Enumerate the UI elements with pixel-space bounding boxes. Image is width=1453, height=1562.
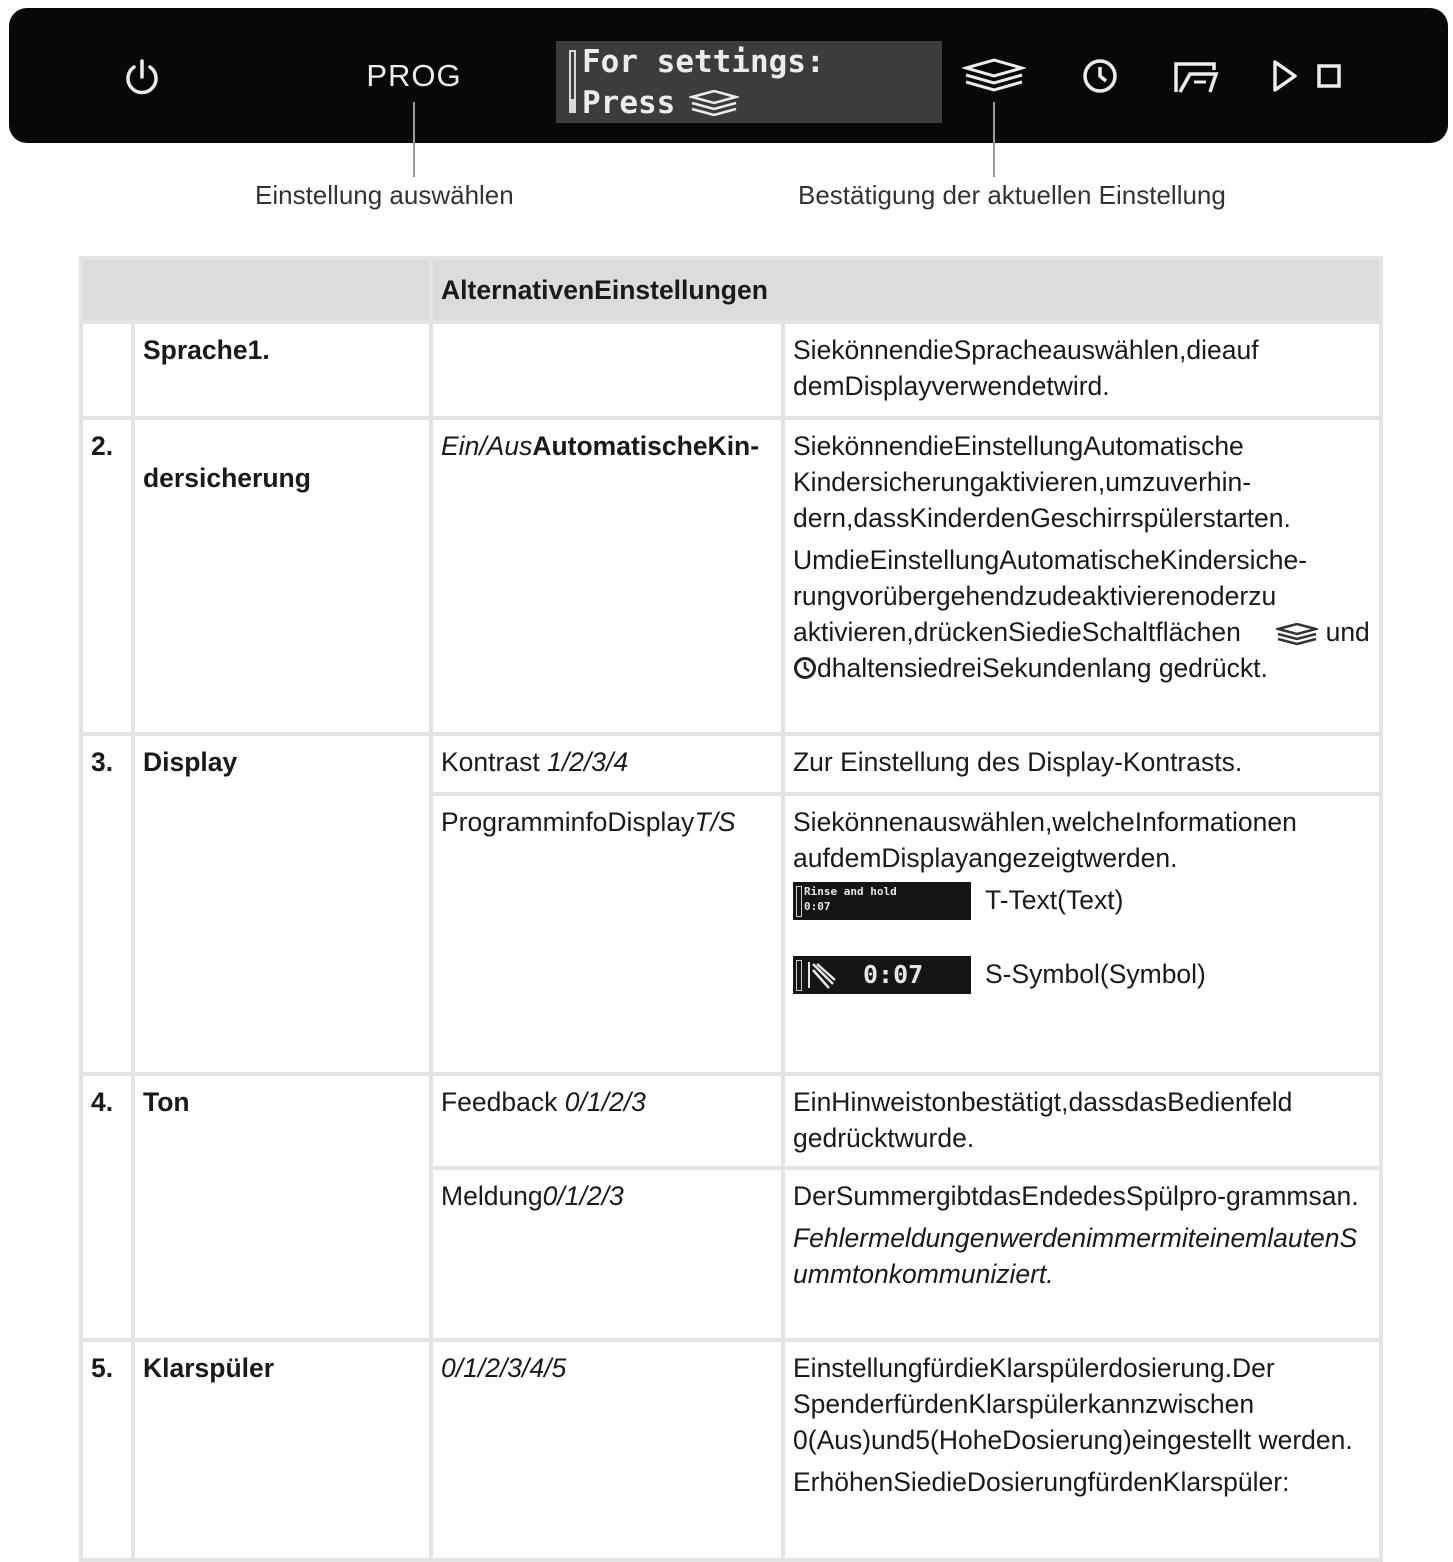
options-italic: T/S <box>694 807 736 837</box>
table-row <box>81 734 1381 794</box>
stop-icon <box>1314 61 1344 91</box>
setting-name: Ton <box>133 1074 431 1340</box>
description-paragraph <box>793 542 1371 686</box>
rinse-icon <box>805 960 839 990</box>
description-paragraph: ErhöhenSiedieDosierungfürdenKlarspüler: <box>793 1467 1290 1497</box>
caption-select-setting: Einstellung auswählen <box>255 180 514 210</box>
table-row <box>81 322 1381 418</box>
options-text: Kontrast <box>441 747 540 777</box>
setting-options <box>431 1168 783 1340</box>
table-row <box>81 1340 1381 1560</box>
setting-options <box>431 418 783 734</box>
setting-options <box>431 734 783 794</box>
leader-line-left <box>413 102 415 177</box>
setting-description: Zur Einstellung des Display-Kontrasts. <box>783 734 1381 794</box>
clock-icon[interactable] <box>1077 53 1123 99</box>
preview-line-1: Rinse and hold <box>804 885 897 898</box>
display-option-text <box>793 882 1371 920</box>
display-level-bar <box>569 50 576 113</box>
table-row <box>81 1074 1381 1168</box>
description-text: UmdieEinstellungAutomatischeKindersiche-rungvorübergehendzudeaktivierenoderzu aktivieren,drückenSiedieSchaltflächen <box>793 545 1308 647</box>
setting-description: SiekönnendieSpracheauswählen,dieauf demDisplayverwendetwird. <box>783 322 1381 418</box>
settings-stack-icon[interactable] <box>959 50 1029 102</box>
description-paragraph: FehlermeldungenwerdenimmermiteinemlautenSummtonkommuniziert. <box>793 1223 1358 1289</box>
preview-time: 0:07 <box>863 960 924 989</box>
display-line-2-text: Press <box>582 85 676 121</box>
symbol-mode-label: S-Symbol(Symbol) <box>985 959 1206 989</box>
control-panel <box>9 8 1448 143</box>
row-number <box>81 322 133 418</box>
description-paragraph: EinstellungfürdieKlarspülerdosierung.Der SpenderfürdenKlarspülerkannzwischen 0(Aus)und5(HoheDosierung)eingestellt werden. <box>793 1353 1353 1455</box>
setting-name: Display <box>133 734 431 1074</box>
options-bold: AutomatischeKin- <box>532 431 760 461</box>
row-number: 4. <box>81 1074 133 1340</box>
setting-description <box>783 794 1381 1074</box>
setting-description: EinHinweistonbestätigt,dassdasBedienfeld gedrücktwurde. <box>783 1074 1381 1168</box>
setting-description <box>783 1168 1381 1340</box>
table-header-row <box>81 258 1381 322</box>
description-text: und <box>1325 617 1370 647</box>
setting-name: dersicherung <box>133 418 431 734</box>
settings-stack-icon <box>689 90 739 116</box>
setting-options: 0/1/2/3/4/5 <box>431 1340 783 1560</box>
options-italic: 0/1/2/3 <box>564 1087 646 1117</box>
settings-table <box>79 256 1383 1562</box>
setting-options <box>431 322 783 418</box>
options-italic: 0/1/2/3 <box>542 1181 624 1211</box>
setting-name: Klarspüler <box>133 1340 431 1560</box>
setting-options <box>431 794 783 1074</box>
setting-description <box>783 1340 1381 1560</box>
setting-description <box>783 418 1381 734</box>
row-number: 5. <box>81 1340 133 1560</box>
text-mode-display-preview <box>793 882 971 920</box>
display-line-1: For settings: <box>582 44 825 80</box>
symbol-mode-display-preview <box>793 956 971 994</box>
options-italic: Ein/Aus <box>441 431 533 461</box>
panel-display <box>556 41 942 123</box>
options-text: ProgramminfoDisplay <box>441 807 695 837</box>
preview-line-2: 0:07 <box>804 900 831 913</box>
row-number: 3. <box>81 734 133 1074</box>
caption-confirm-setting: Bestätigung der aktuellen Einstellung <box>798 180 1226 210</box>
setting-options <box>431 1074 783 1168</box>
clock-icon <box>793 656 817 680</box>
play-icon <box>1270 58 1300 94</box>
options-text: Meldung <box>441 1181 543 1211</box>
description-paragraph: DerSummergibtdasEndedesSpülpro-grammsan. <box>793 1181 1359 1211</box>
start-stop-button[interactable] <box>1267 56 1347 96</box>
text-mode-label: T-Text(Text) <box>985 885 1124 915</box>
prog-button[interactable]: PROG <box>366 58 462 93</box>
settings-stack-icon <box>1276 623 1318 645</box>
leader-line-right <box>993 102 995 177</box>
options-text: Feedback <box>441 1087 558 1117</box>
display-option-symbol <box>793 956 1371 994</box>
row-number: 2. <box>81 418 133 734</box>
display-line-2 <box>582 85 739 121</box>
table-row <box>81 418 1381 734</box>
description-text: dhaltensiedreiSekundenlang gedrückt. <box>817 653 1268 683</box>
description-paragraph: Siekönnenauswählen,welcheInformationen aufdemDisplayangezeigtwerden. <box>793 807 1297 873</box>
options-italic: 1/2/3/4 <box>547 747 629 777</box>
header-spacer <box>81 258 431 322</box>
description-paragraph: SiekönnendieEinstellungAutomatische Kindersicherungaktivieren,umzuverhin-dern,dassKinderdenGeschirrspülerstarten. <box>793 431 1291 533</box>
header-alternatives: AlternativenEinstellungen <box>431 258 1381 322</box>
power-icon[interactable] <box>117 53 167 103</box>
setting-name: Sprache1. <box>133 322 431 418</box>
half-load-icon[interactable] <box>1167 53 1223 99</box>
